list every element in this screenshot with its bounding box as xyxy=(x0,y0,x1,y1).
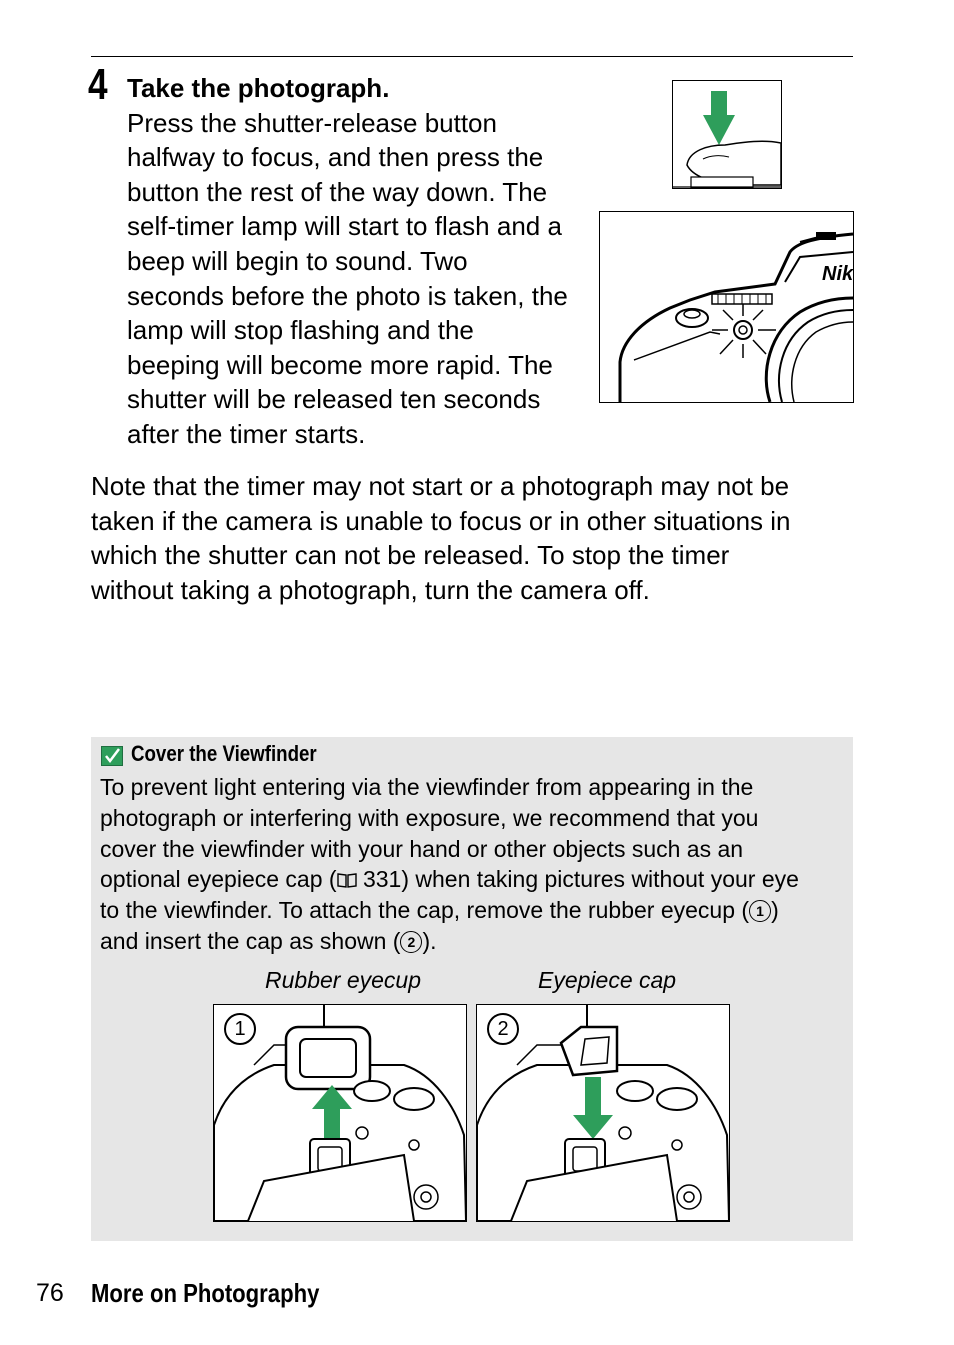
camera-top-icon xyxy=(600,212,853,402)
step-marker-1: 1 xyxy=(749,900,771,922)
step-line: Press the shutter-release button xyxy=(127,107,497,138)
note-paragraph xyxy=(91,469,861,607)
step-line: button the rest of the way down. The xyxy=(127,176,548,207)
tip-line: cover the viewfinder with your hand or other objects such as an xyxy=(100,835,744,862)
tip-line-part: and insert the cap as shown ( xyxy=(100,927,401,954)
note-line: Note that the timer may not start or a photograph may not be xyxy=(91,471,790,501)
step-text xyxy=(127,71,587,452)
caption-rubber-eyecup: Rubber eyecup xyxy=(265,967,421,993)
tip-line: photograph or interfering with exposure, we recommend that you xyxy=(100,804,759,831)
page-reference[interactable]: 331) when taking pictures without your eye xyxy=(356,866,799,893)
tip-line xyxy=(100,864,850,895)
note-line: taken if the camera is unable to focus or in other situations in xyxy=(91,505,791,536)
tip-line xyxy=(100,926,850,957)
brand-label: Nik xyxy=(822,263,853,285)
caption-eyepiece-cap: Eyepiece cap xyxy=(538,967,677,993)
tip-line-part: ) xyxy=(771,897,779,924)
page-number: 76 xyxy=(36,1279,64,1307)
step-number: 4 xyxy=(88,60,108,109)
tip-box xyxy=(91,737,853,1241)
tip-text xyxy=(100,772,850,957)
shutter-press-illustration xyxy=(672,80,782,189)
tip-line-part: optional eyepiece cap ( xyxy=(100,866,337,893)
finger-press-icon xyxy=(673,81,781,188)
step-line: lamp will stop flashing and the xyxy=(127,315,474,346)
camera-lamp-illustration xyxy=(599,211,854,403)
step-line: shutter will be released ten seconds xyxy=(127,384,541,415)
note-line: without taking a photograph, turn the camera off. xyxy=(91,574,650,605)
step-line: self-timer lamp will start to flash and a xyxy=(127,211,562,242)
note-line: which the shutter can not be released. To stop the timer xyxy=(91,540,730,571)
step-line: after the timer starts. xyxy=(127,418,366,449)
tip-line-part: to the viewfinder. To attach the cap, remove the rubber eyecup ( xyxy=(100,897,750,924)
tip-line: To prevent light entering via the viewfinder from appearing in the xyxy=(100,774,754,800)
tip-line-part: ). xyxy=(422,927,437,954)
tip-title: Cover the Viewfinder xyxy=(131,741,317,766)
check-icon xyxy=(101,746,123,766)
section-title: More on Photography xyxy=(91,1278,320,1308)
step-line: seconds before the photo is taken, the xyxy=(127,280,568,311)
step-line: halfway to focus, and then press the xyxy=(127,142,544,173)
book-icon xyxy=(337,866,357,892)
remove-eyecup-illustration xyxy=(213,1004,467,1222)
step-line: beep will begin to sound. Two xyxy=(127,245,468,276)
step-title: Take the photograph. xyxy=(127,73,390,103)
tip-line xyxy=(100,895,850,926)
step-marker-2: 2 xyxy=(487,1013,519,1045)
step-marker-2: 2 xyxy=(400,931,422,953)
step-marker-1: 1 xyxy=(224,1013,256,1045)
attach-cap-illustration xyxy=(476,1004,730,1222)
step-line: beeping will become more rapid. The xyxy=(127,349,553,380)
top-rule xyxy=(91,56,853,57)
